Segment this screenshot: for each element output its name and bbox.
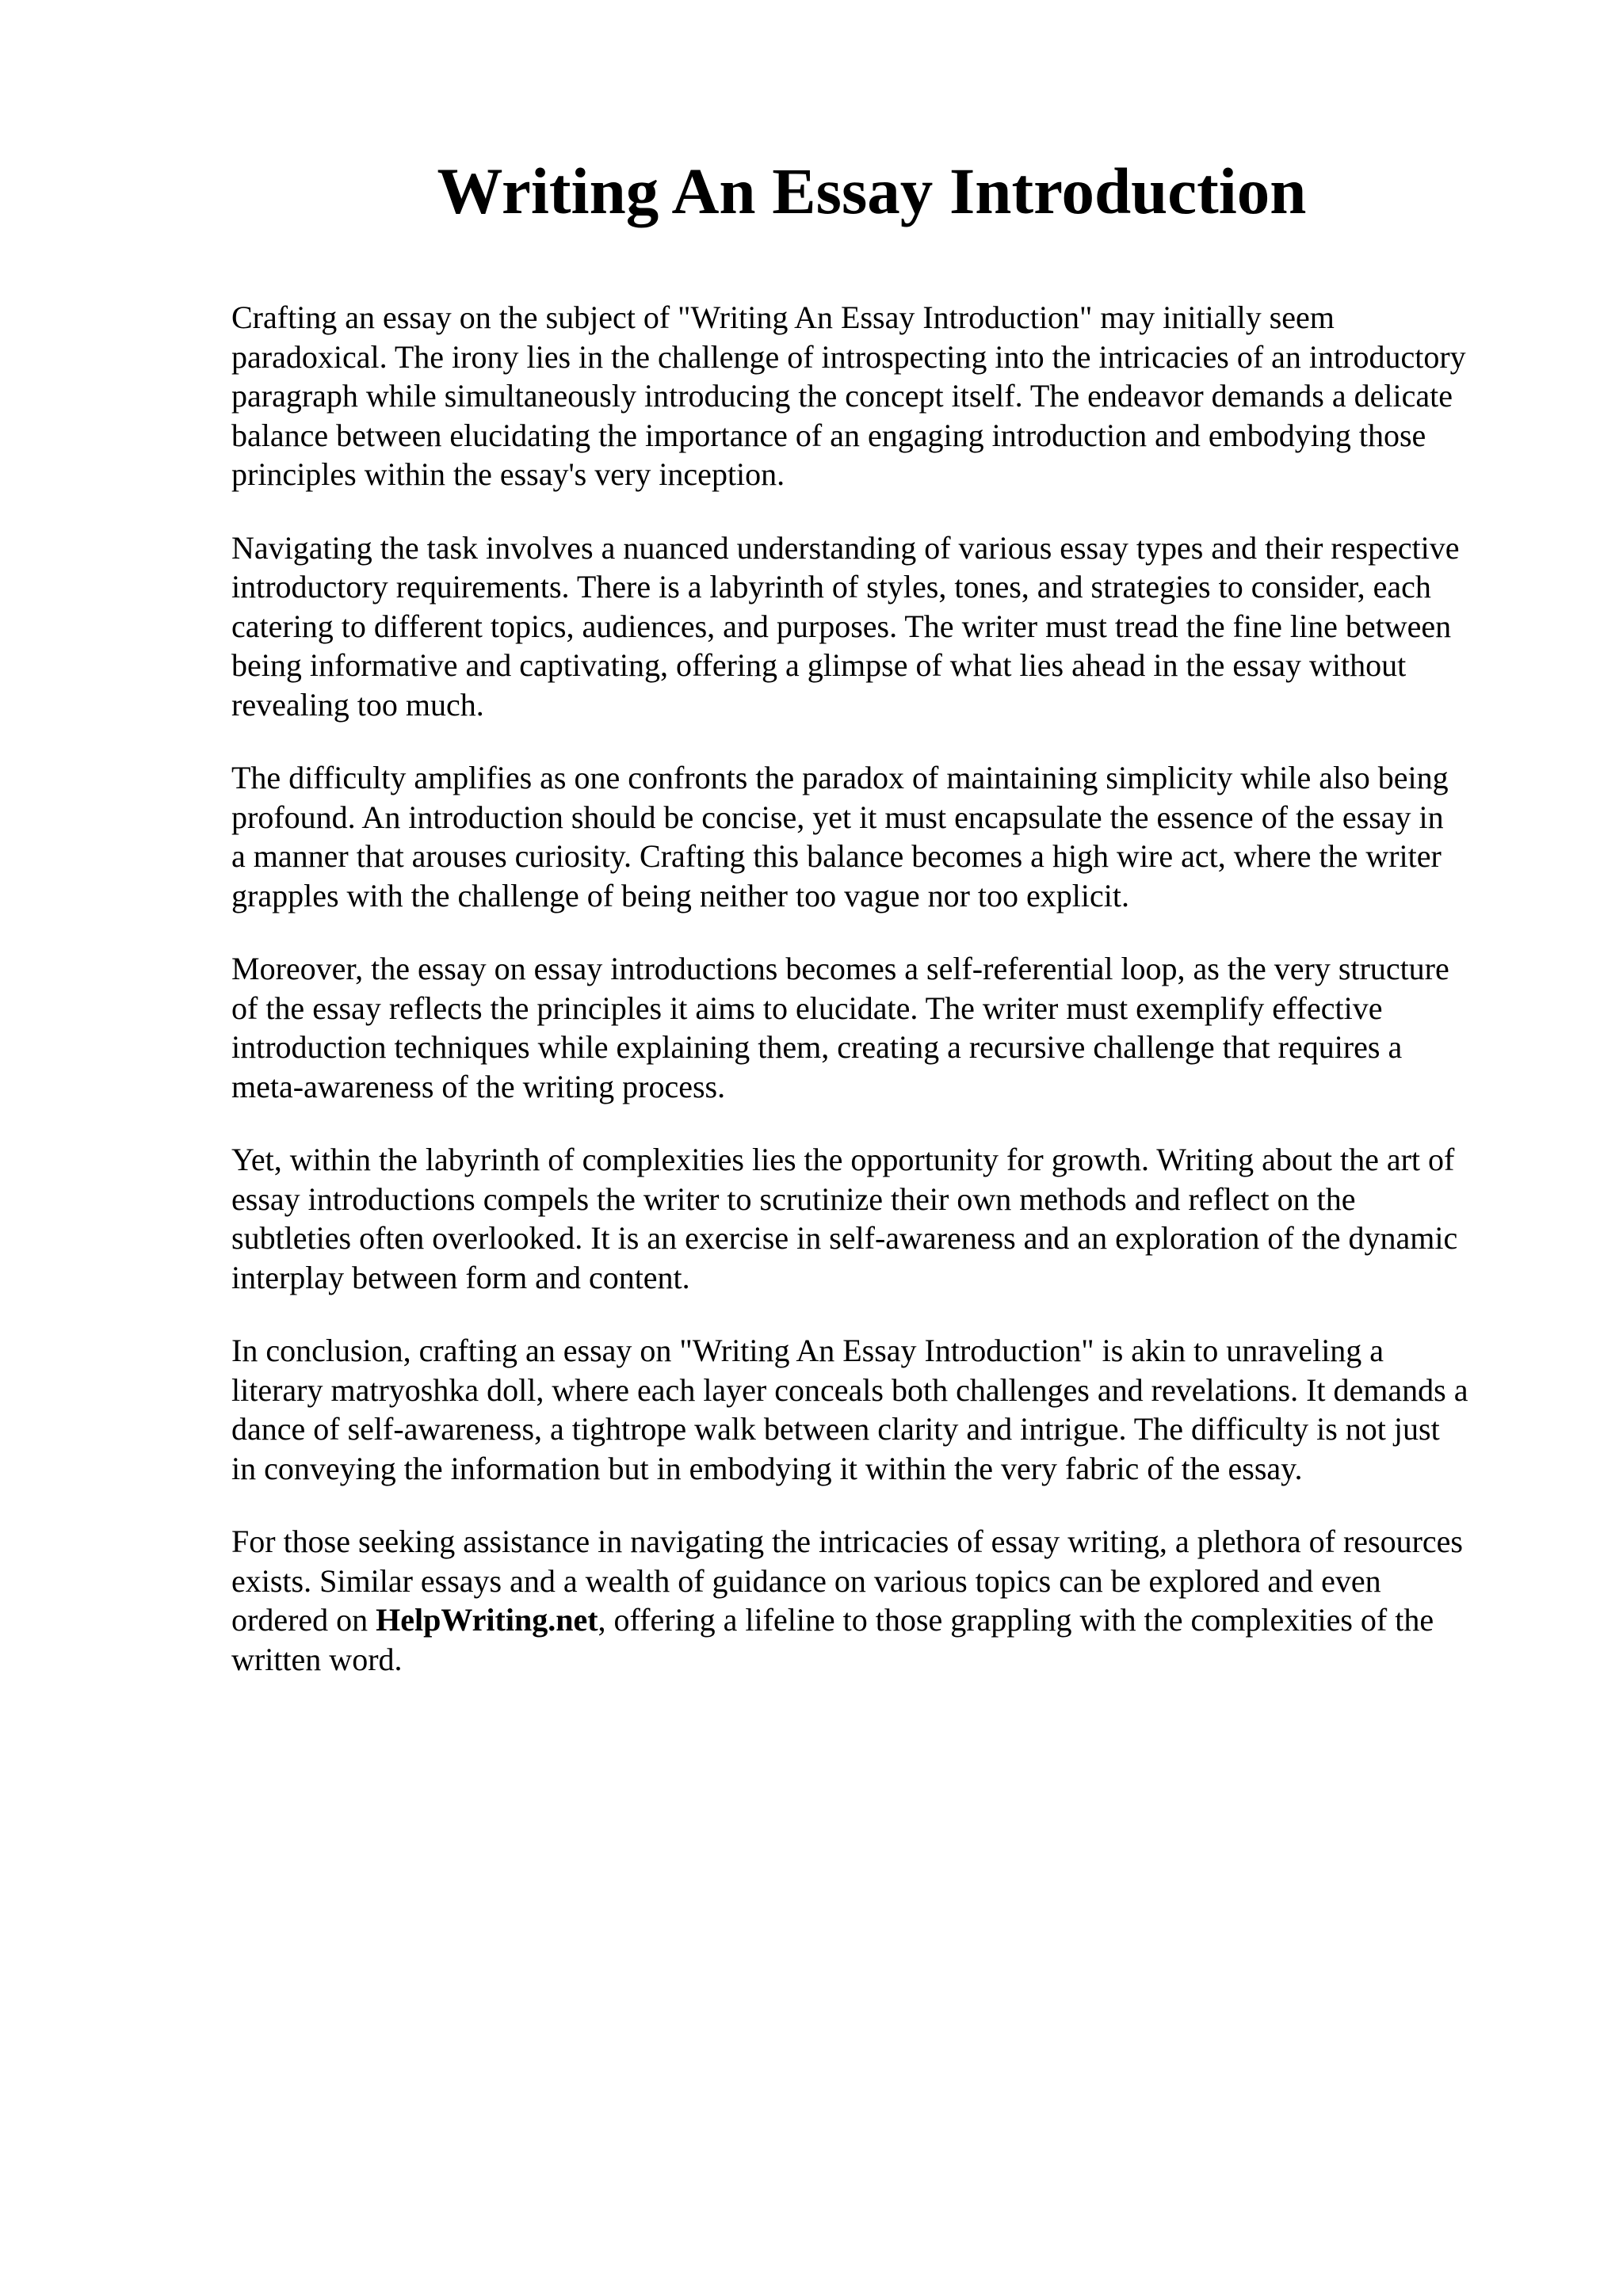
paragraph-1: Crafting an essay on the subject of "Writing An Essay Introduction" may initially seem paradoxical. The irony lies in the challenge of introspecting into the intricacies of an introductory paragraph while simultaneously introducing the concept itself. The endeavor demands a delicate balance between elucidating the importance of an engaging introduction and embodying those principles within the essay's very inception. <box>231 299 1466 492</box>
closing-paragraph <box>231 1522 1531 1679</box>
paragraph-5: Yet, within the labyrinth of complexities lies the opportunity for growth. Writing about the art of essay introductions compels the writer to scrutinize their own methods and reflect on the subtleties often overlooked. It is an exercise in self-awareness and an exploration of the dynamic interplay between form and content. <box>231 1142 1458 1295</box>
closing-text-before-link: For those seeking assistance in navigating the intricacies of essay writing, a plethora of resources exists. Similar essays and a wealth of guidance on various topics can be explored and even ordered on <box>231 1524 1463 1638</box>
closing-text-after-link: , offering a lifeline to those grappling with the complexities of the written word. <box>231 1602 1434 1677</box>
paragraph-4: Moreover, the essay on essay introductions becomes a self-referential loop, as the very structure of the essay reflects the principles it aims to elucidate. The writer must exemplify effective introduction techniques while explaining them, creating a recursive challenge that requires a meta-awareness of the writing process. <box>231 951 1449 1104</box>
document-body <box>231 298 1531 1713</box>
paragraph-2: Navigating the task involves a nuanced understanding of various essay types and their respective introductory requirements. There is a labyrinth of styles, tones, and strategies to consider, each catering to different topics, audiences, and purposes. The writer must tread the fine line between being informative and captivating, offering a glimpse of what lies ahead in the essay without revealing too much. <box>231 529 1460 723</box>
paragraph-6: In conclusion, crafting an essay on "Writing An Essay Introduction" is akin to unraveling a literary matryoshka doll, where each layer conceals both challenges and revelations. It demands a dance of self-awareness, a tightrope walk between clarity and intrigue. The difficulty is not just in conveying the information but in embodying it within the very fabric of the essay. <box>231 1333 1468 1486</box>
document-title: Writing An Essay Introduction <box>437 154 1307 227</box>
helpwriting-link[interactable]: HelpWriting.net <box>376 1602 598 1638</box>
paragraph-3: The difficulty amplifies as one confronts the paradox of maintaining simplicity while also being profound. An introduction should be concise, yet it must encapsulate the essence of the essay in a manner that arouses curiosity. Crafting this balance becomes a high wire act, where the writer grapples with the challenge of being neither too vague nor too explicit. <box>231 760 1449 913</box>
